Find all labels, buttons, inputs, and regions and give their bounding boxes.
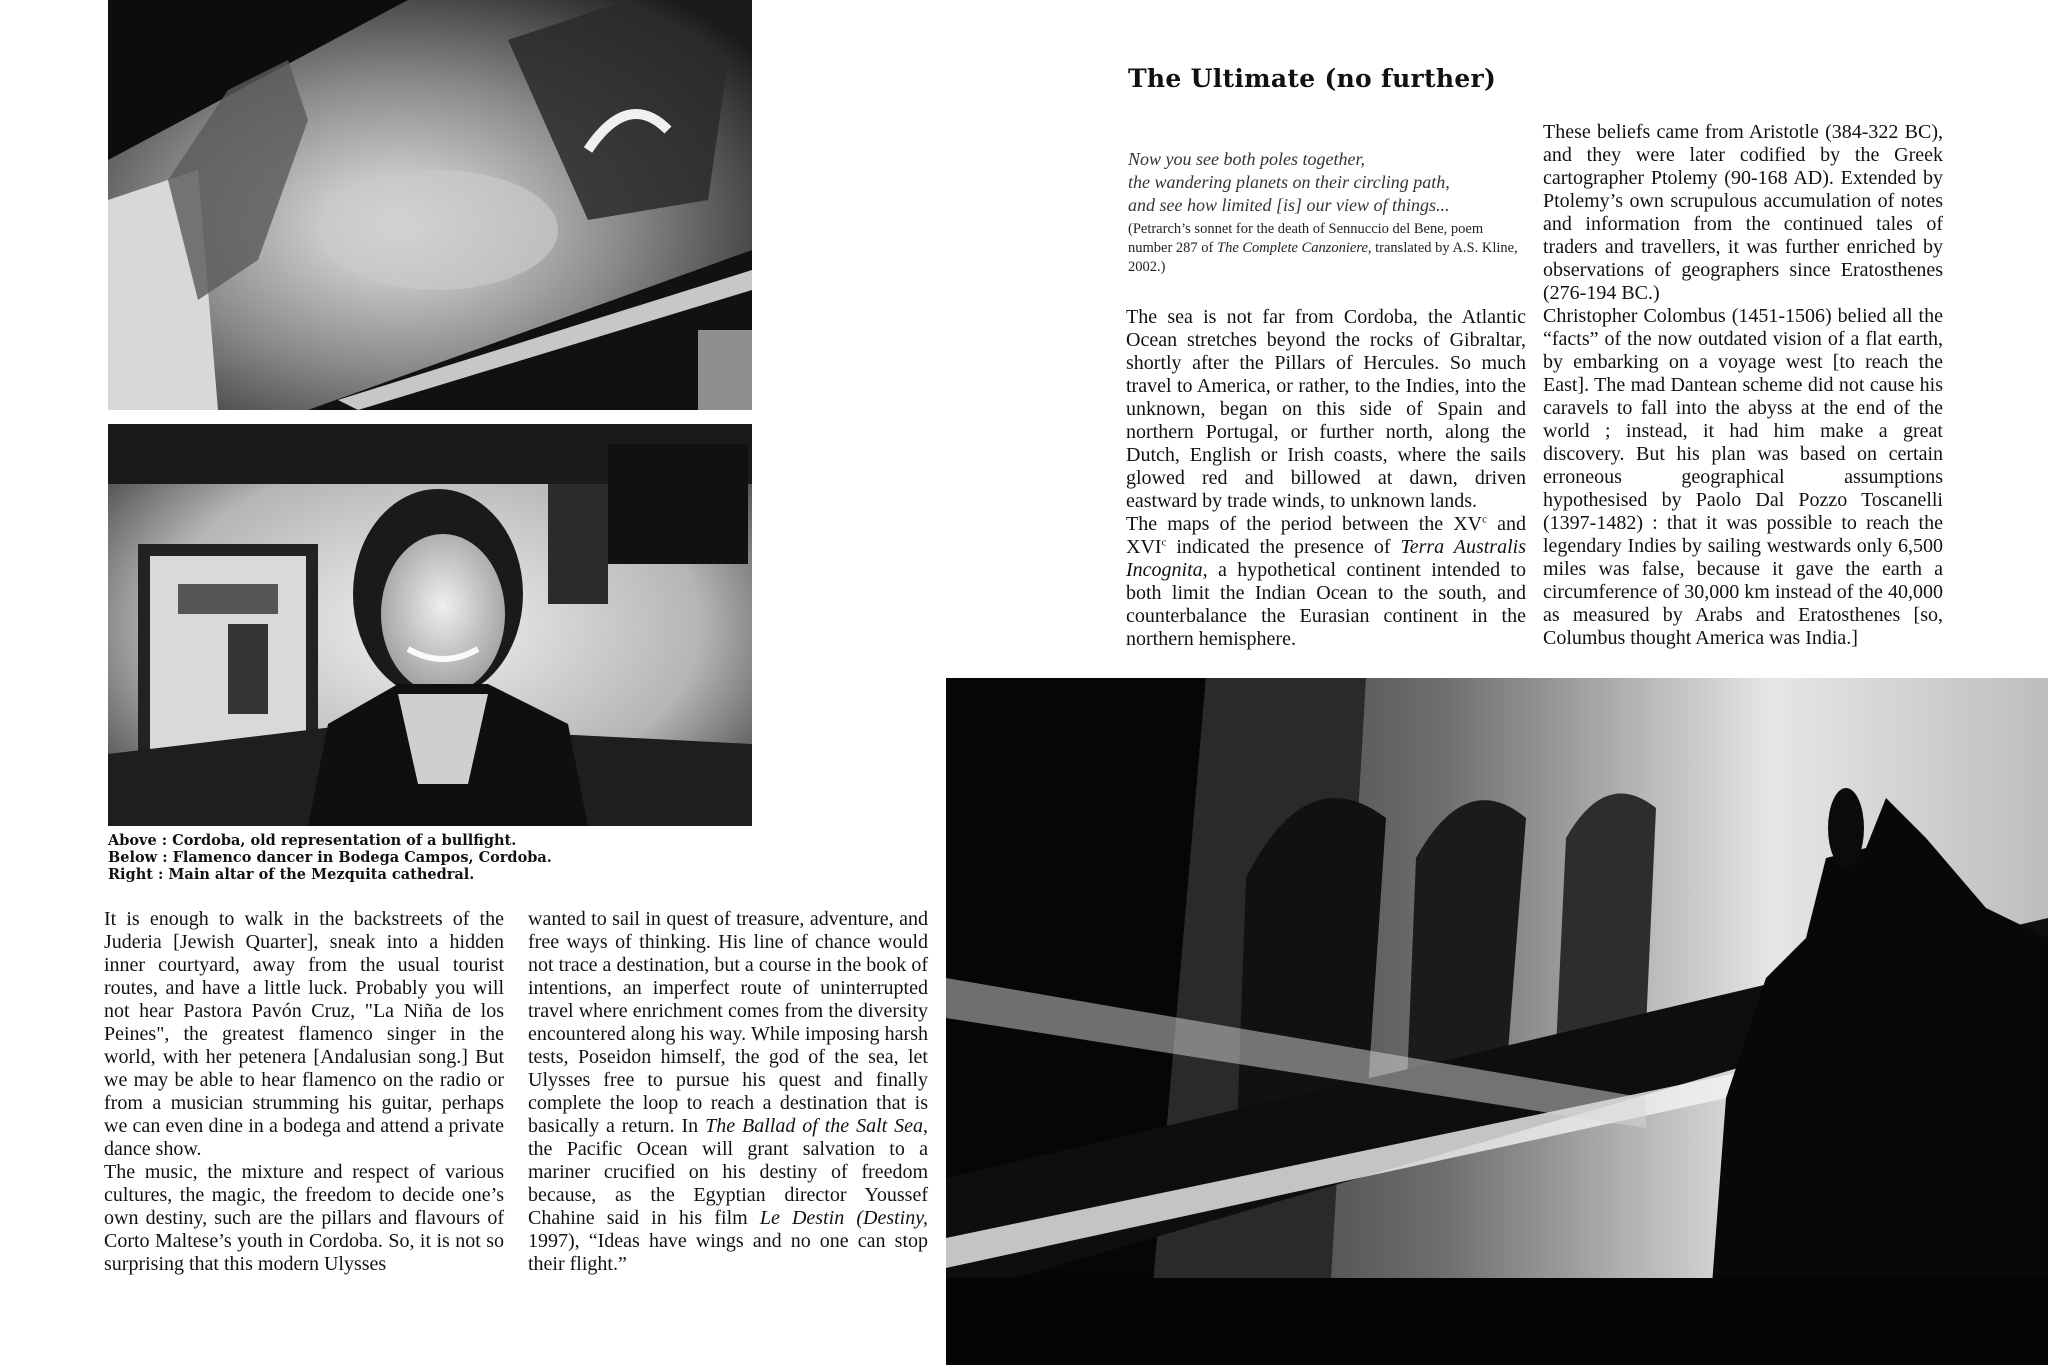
text-run: , a hypothetical continent intended to both limit the Indian Ocean to the south, and counterbalance the Eurasian continent in the northern hemisphere. bbox=[1126, 559, 1526, 650]
body-column-1 bbox=[104, 908, 504, 1276]
bullfight-image bbox=[108, 0, 752, 410]
text-run: wanted to sail in quest of treasure, adventure, and free ways of thinking. His line of chance would not trace a destination, but a course in the book of intentions, an imperfect route of uninterrupted travel where enrichment comes from the diversity encountered along his way. While imposing harsh tests, Poseidon himself, the god of the sea, let Ulysses free to pursue his quest and finally complete the loop to reach a destination that is basically a return. In bbox=[528, 908, 928, 1137]
italic-term: Terra Australis Incognita bbox=[1126, 536, 1526, 581]
photo-mezquita-altar bbox=[946, 678, 2048, 1365]
body-column-3 bbox=[1126, 306, 1526, 651]
epigraph-citation bbox=[1128, 220, 1528, 277]
text-run: and XVI bbox=[1126, 513, 1526, 558]
citation-work: The Complete Canzoniere, bbox=[1217, 240, 1372, 256]
paragraph: Christopher Colombus (1451-1506) belied all the “facts” of the now outdated vision of a flat earth, by embarking on a voyage west [to reach the East]. The mad Dantean scheme did not cause his caravels to fall into the abyss at the end of the world ; instead, it had him make a great discovery. But his plan was based on certain erroneous geographical assumptions hypothesised by Paolo Dal Pozzo Toscanelli (1397-1482) : that it was possible to reach the legendary Indies by sailing westwards only 6,500 miles was false, because it gave the earth a circumference of 30,000 km instead of the 40,000 as measured by Arabs and Eratosthenes [so, Columbus thought America was India.] bbox=[1543, 305, 1943, 649]
caption-above: Above : Cordoba, old representation of a bullfight. bbox=[108, 832, 517, 849]
film-title: The Ballad of the Salt Sea bbox=[705, 1115, 924, 1137]
film-title: Le Destin (Destiny, bbox=[759, 1207, 929, 1229]
altar-image bbox=[946, 678, 2048, 1365]
text-run: 1997), “Ideas have wings and no one can stop their flight.” bbox=[528, 1230, 928, 1275]
epigraph-line: the wandering planets on their circling path, bbox=[1128, 172, 1450, 192]
photo-captions bbox=[108, 832, 748, 883]
body-column-4 bbox=[1543, 121, 1943, 650]
text-run: , the Pacific Ocean will grant salvation to a mariner crucified on his destiny of freedom because, as the Egyptian director Youssef Chahine said in his film bbox=[528, 1115, 929, 1229]
paragraph: It is enough to walk in the backstreets of the Juderia [Jewish Quarter], sneak into a hidden inner courtyard, away from the usual tourist routes, and have a little luck. Probably you will not hear Pastora Pavón Cruz, "La Niña de los Peines", the greatest flamenco singer in the world, with her petenera [Andalusian song.] But we may be able to hear flamenco on the radio or from a musician strumming his guitar, perhaps we can even dine in a bodega and attend a private dance show. bbox=[104, 908, 504, 1160]
paragraph bbox=[528, 908, 928, 1276]
photo-bullfight bbox=[108, 0, 752, 410]
superscript: c bbox=[1161, 536, 1167, 549]
caption-right: Right : Main altar of the Mezquita cathedral. bbox=[108, 866, 475, 883]
dancer-image bbox=[108, 424, 752, 826]
body-column-2 bbox=[528, 908, 928, 1276]
citation-text: (Petrarch’s sonnet for the death of Sennuccio del Bene, poem number 287 of bbox=[1128, 221, 1484, 256]
photo-flamenco-dancer bbox=[108, 424, 752, 826]
epigraph bbox=[1128, 148, 1528, 217]
paragraph bbox=[1126, 513, 1526, 651]
text-run: indicated the presence of bbox=[1166, 536, 1401, 558]
paragraph: The sea is not far from Cordoba, the Atlantic Ocean stretches beyond the rocks of Gibraltar, shortly after the Pillars of Hercules. So much travel to America, or rather, to the Indies, into the unknown, began on this side of Spain and northern Portugal, or further north, along the Dutch, English or Irish coasts, where the sails glowed red and billowed at dawn, driven eastward by trade winds, to unknown lands. bbox=[1126, 306, 1526, 512]
text-run: The maps of the period between the XV bbox=[1126, 513, 1483, 535]
paragraph: These beliefs came from Aristotle (384-322 BC), and they were later codified by the Greek cartographer Ptolemy (90-168 AD). Extended by Ptolemy’s own scrupulous accumulation of notes and information from the continued tales of traders and travellers, it was further enriched by observations of geographers since Eratosthenes (276-194 BC.) bbox=[1543, 121, 1943, 304]
epigraph-line: and see how limited [is] our view of things... bbox=[1128, 195, 1450, 215]
paragraph: The music, the mixture and respect of various cultures, the magic, the freedom to decide one’s own destiny, such are the pillars and flavours of Corto Maltese’s youth in Cordoba. So, it is not so surprising that this modern Ulysses bbox=[104, 1161, 504, 1275]
epigraph-line: Now you see both poles together, bbox=[1128, 149, 1365, 169]
superscript: c bbox=[1482, 513, 1488, 526]
article-title: The Ultimate (no further) bbox=[1128, 64, 1497, 93]
citation-text: translated by A.S. Kline, 2002.) bbox=[1128, 240, 1518, 275]
caption-below: Below : Flamenco dancer in Bodega Campos, Cordoba. bbox=[108, 849, 552, 866]
